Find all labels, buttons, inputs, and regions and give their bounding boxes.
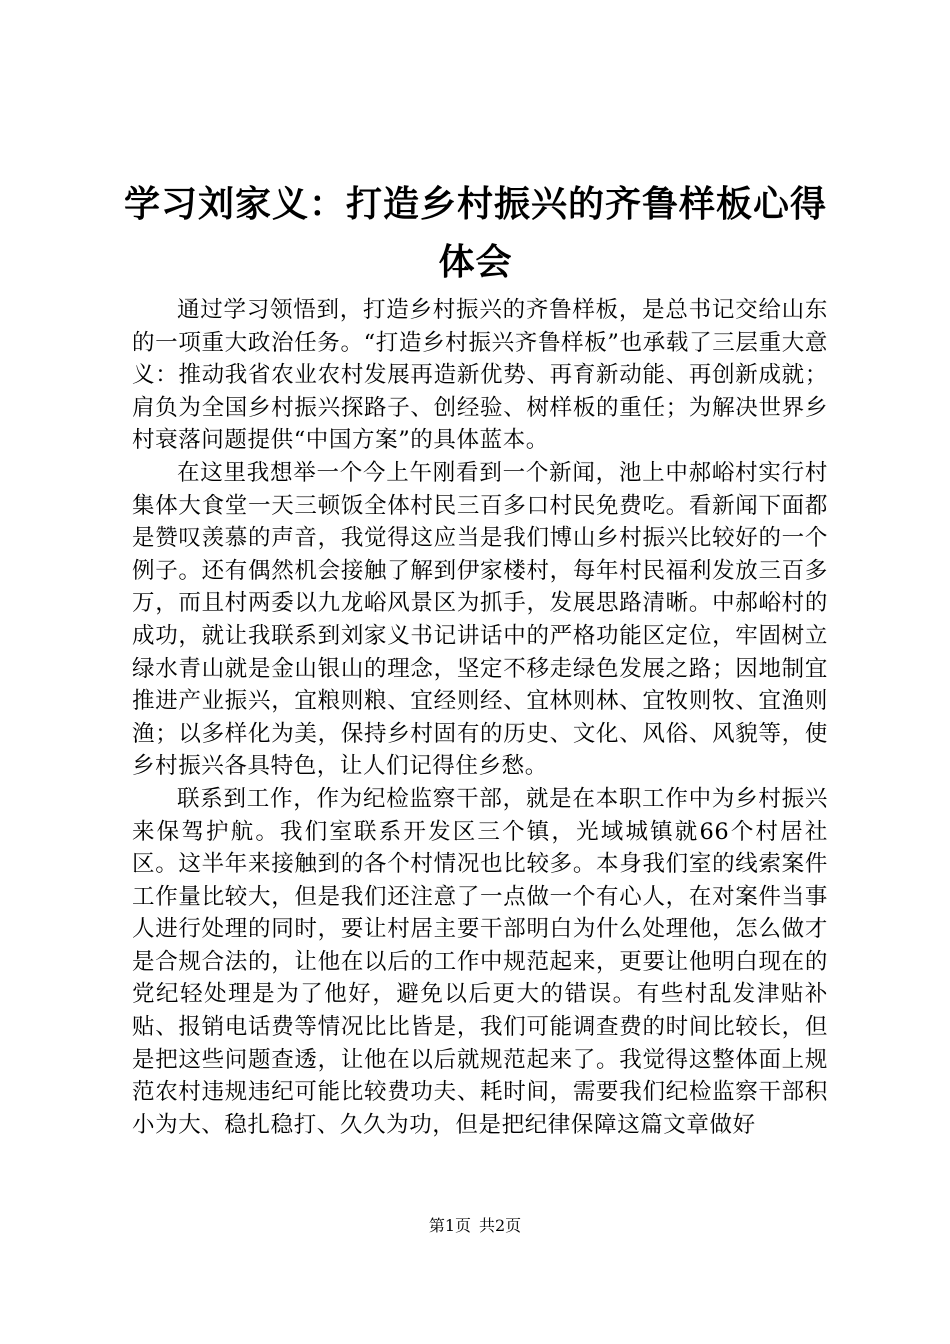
page-number: 第1页 — [428, 1216, 471, 1235]
paragraph-3: 联系到工作，作为纪检监察干部，就是在本职工作中为乡村振兴来保驾护航。我们室联系开发区三个镇，光域城镇就66个村居社区。这半年来接触到的各个村情况也比较多。本身我们室的线索案件工作量比较大，但是我们还注意了一点做一个有心人，在对案件当事人进行处理的同时，要让村居主要干部明白为什么处理他，怎么做才是合规合法的，让他在以后的工作中规范起来，更要让他明白现在的党纪轻处理是为了他好，避免以后更大的错误。有些村乱发津贴补贴、报销电话费等情况比比皆是，我们可能调查费的时间比较长，但是把这些问题查透，让他在以后就规范起来了。我觉得这整体面上规范农村违规违纪可能比较费功夫、耗时间，需要我们纪检监察干部积小为大、稳扎稳打、久久为功，但是把纪律保障这篇文章做好 — [132, 785, 828, 1138]
page-total: 共2页 — [479, 1216, 522, 1235]
paragraph-2: 在这里我想举一个今上午刚看到一个新闻，池上中郝峪村实行村集体大食堂一天三顿饭全体村民三百多口村民免费吃。看新闻下面都是赞叹羡慕的声音，我觉得这应当是我们博山乡村振兴比较好的一个例子。还有偶然机会接触了解到伊家楼村，每年村民福利发放三百多万，而且村两委以九龙峪风景区为抓手，发展思路清晰。中郝峪村的成功，就让我联系到刘家义书记讲话中的严格功能区定位，牢固树立绿水青山就是金山银山的理念，坚定不移走绿色发展之路；因地制宜推进产业振兴，宜粮则粮、宜经则经、宜林则林、宜牧则牧、宜渔则渔；以多样化为美，保持乡村固有的历史、文化、风俗、风貌等，使乡村振兴各具特色，让人们记得住乡愁。 — [132, 459, 828, 780]
document-body — [132, 294, 828, 1141]
document-title: 学习刘家义：打造乡村振兴的齐鲁样板心得体会 — [123, 184, 827, 283]
page-footer — [0, 1214, 950, 1238]
paragraph-1: 通过学习领悟到，打造乡村振兴的齐鲁样板，是总书记交给山东的一项重大政治任务。“打造乡村振兴齐鲁样板”也承载了三层重大意义：推动我省农业农村发展再造新优势、再育新动能、再创新成就；肩负为全国乡村振兴探路子、创经验、树样板的重任；为解决世界乡村衰落问题提供“中国方案”的具体蓝本。 — [132, 297, 828, 454]
